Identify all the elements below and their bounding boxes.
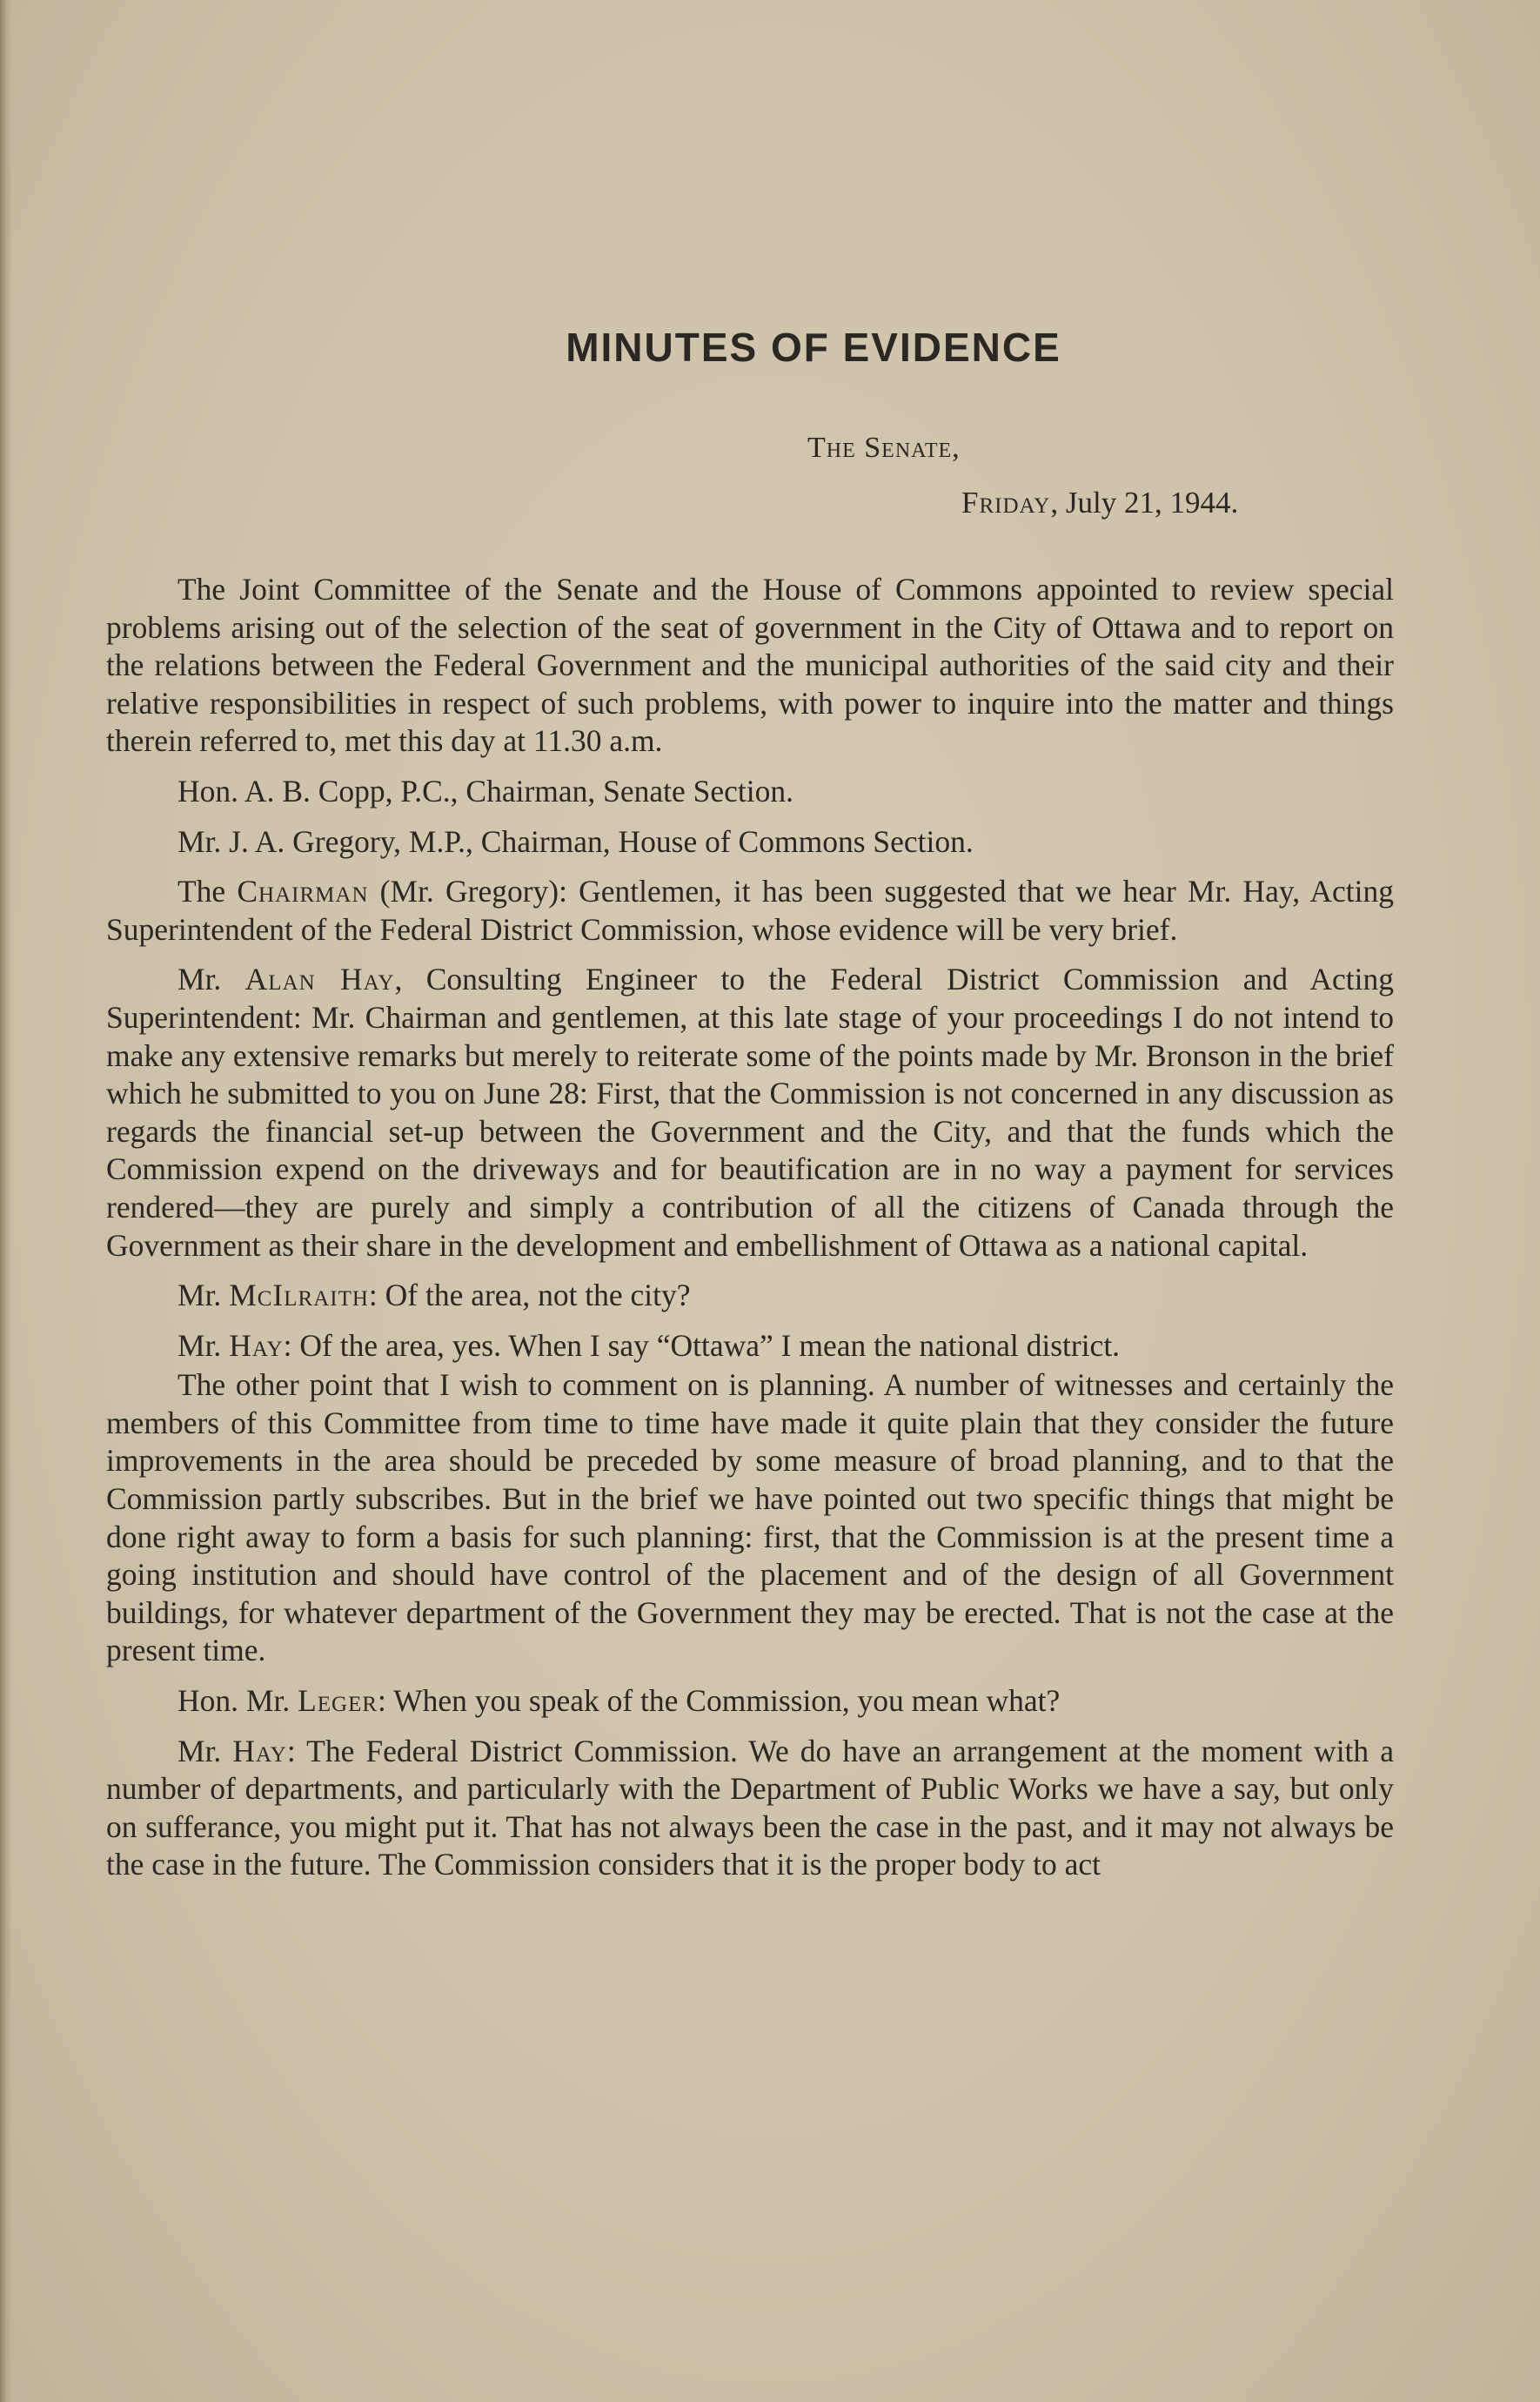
paragraph-hay-commission bbox=[106, 1733, 1394, 1884]
place-name: The Senate bbox=[807, 432, 953, 464]
paragraph-text: Mr. J. A. Gregory, M.P., Chairman, House of Commons Section. bbox=[177, 823, 974, 859]
speaker-name: Leger bbox=[298, 1683, 378, 1719]
paragraph-text: The Joint Committee of the Senate and the House of Commons appointed to review special problems arising out of the selection of the seat of government in the City of Ottawa and to report on the relations between the Federal Government and the municipal authorities of the said city and their relative responsibilities in respect of such problems, with power to inquire into the matter and things therein referred to, met this day at 11.30 a.m. bbox=[106, 572, 1394, 759]
speaker-prefix: Mr. bbox=[177, 1733, 233, 1768]
speaker-prefix: Mr. bbox=[177, 962, 245, 997]
paragraph-copp bbox=[106, 773, 1394, 811]
paragraph-chairman bbox=[106, 873, 1394, 949]
place-line bbox=[807, 432, 960, 465]
paragraph-text: : Of the area, not the city? bbox=[368, 1278, 691, 1313]
paragraph-text: : When you speak of the Commission, you mean what? bbox=[378, 1683, 1061, 1719]
speaker-prefix: Mr. bbox=[177, 1278, 230, 1313]
paragraph-text: : Of the area, yes. When I say “Ottawa” I mean the national district. bbox=[283, 1327, 1121, 1363]
paragraph-leger bbox=[106, 1682, 1394, 1721]
speaker-name: McIlraith bbox=[229, 1278, 369, 1313]
speaker-prefix: Mr. bbox=[177, 1327, 230, 1363]
speaker-name: Alan Hay bbox=[244, 962, 395, 997]
speaker-prefix: The bbox=[177, 874, 238, 909]
speaker-name: Hay bbox=[232, 1733, 287, 1768]
date-line bbox=[961, 486, 1238, 520]
page-title: MINUTES OF EVIDENCE bbox=[566, 325, 1061, 370]
date-weekday: Friday bbox=[961, 486, 1051, 520]
body-text bbox=[106, 571, 1394, 1896]
paragraph-text: , Consulting Engineer to the Federal District Commission and Acting Superintendent: Mr. Chairman and gentlemen, at this late stage of your proceedings I do not intend to make any extensive remarks but merely to reiterate some of the points made by Mr. Bronson in the brief which he submitted to you on June 28: First, that the Commission is not concerned in any discussion as regards the financial set-up between the Government and the City, and that the funds which the Commission expend on the driveways and for beautification are in no way a payment for services rendered—they are purely and simply a contribution of all the citizens of Canada through the Government as their share in the development and embellishment of Ottawa as a national capital. bbox=[106, 962, 1394, 1263]
paragraph-text: Hon. A. B. Copp, P.C., Chairman, Senate Section. bbox=[177, 773, 794, 808]
speaker-name: Chairman bbox=[237, 874, 369, 909]
paragraph-planning bbox=[106, 1366, 1394, 1670]
paragraph-text: (Mr. Gregory): Gentlemen, it has been suggested that we hear Mr. Hay, Acting Superintendent of the Federal District Commission, whose evidence will be very brief. bbox=[106, 874, 1394, 947]
paragraph-mcilraith bbox=[106, 1277, 1394, 1315]
speaker-name: Hay bbox=[229, 1327, 284, 1363]
paragraph-gregory bbox=[106, 823, 1394, 862]
paragraph-text: : The Federal District Commission. We do have an arrangement at the moment with a number of departments, and particularly with the Department of Public Works we have a say, but only on sufferance, you might put it. That has not always been the case in the past, and it may not always be the case in the future. The Commission considers that it is the proper body to act bbox=[106, 1733, 1394, 1882]
speaker-prefix: Hon. Mr. bbox=[177, 1683, 298, 1719]
paragraph-text: The other point that I wish to comment on is planning. A number of witnesses and certainly the members of this Committee from time to time have made it quite plain that they consider the future improvements in the area should be preceded by some measure of broad planning, and to that the Commission partly subscribes. But in the brief we have pointed out two specific things that might be done right away to form a basis for such planning: first, that the Commission is at the present time a going institution and should have control of the placement and of the design of all Government buildings, for whatever department of the Government they may be erected. That is not the case at the present time. bbox=[106, 1367, 1394, 1668]
date-rest: , July 21, 1944. bbox=[1050, 486, 1239, 520]
place-punct: , bbox=[952, 432, 960, 464]
paragraph-alan-hay bbox=[106, 961, 1394, 1265]
paragraph-committee bbox=[106, 571, 1394, 761]
paragraph-hay-reply bbox=[106, 1327, 1394, 1365]
